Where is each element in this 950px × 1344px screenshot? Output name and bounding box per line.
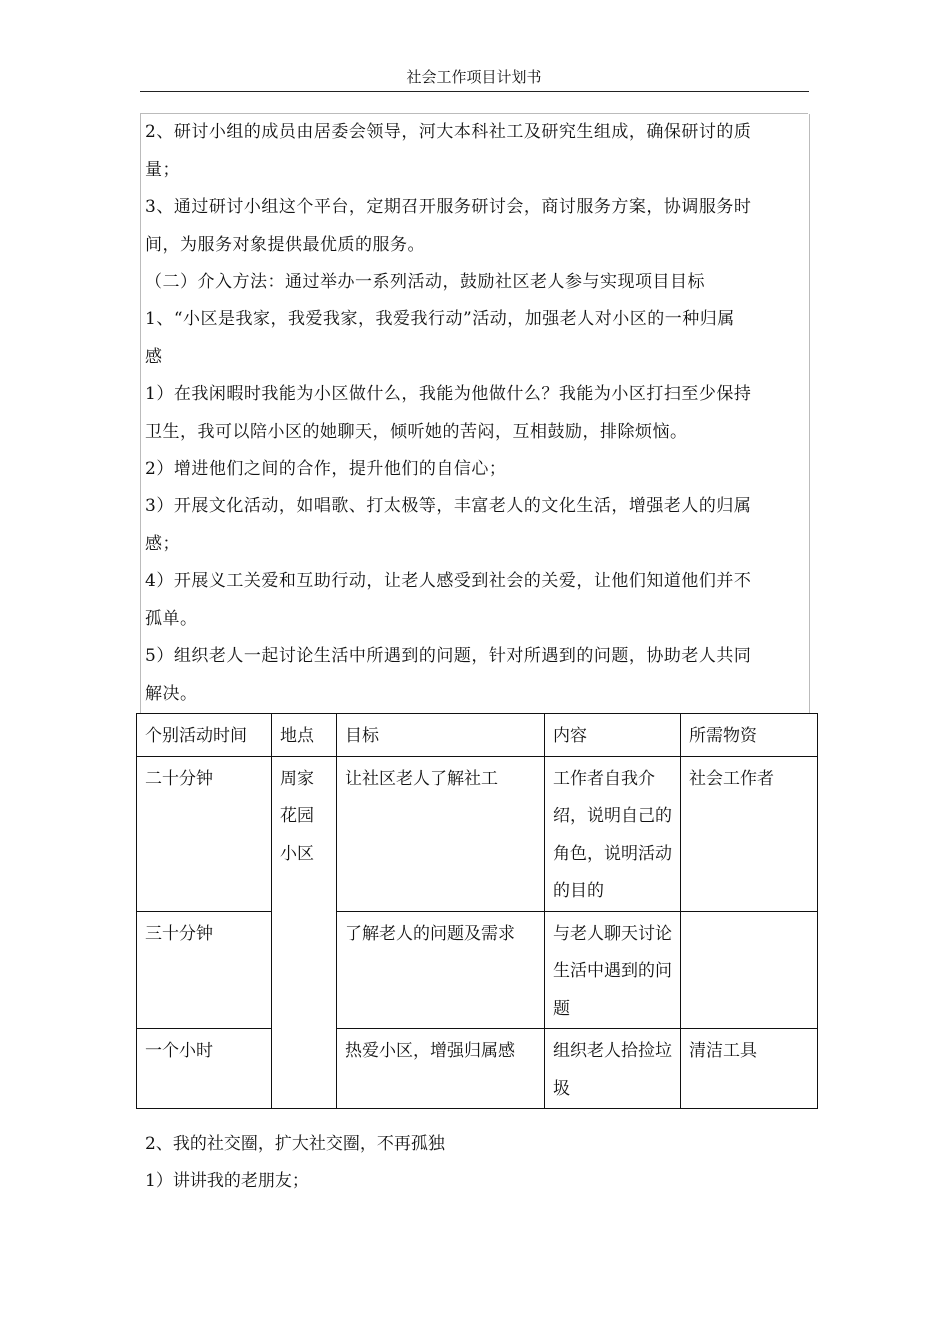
paragraph-line: 2）增进他们之间的合作，提升他们的自信心； xyxy=(145,459,507,479)
cell-content: 组织老人拾捡垃圾 xyxy=(545,1029,681,1109)
paragraph-line: 感； xyxy=(145,534,180,554)
table-header-row xyxy=(137,714,818,757)
cell-materials: 清洁工具 xyxy=(681,1029,818,1109)
cell-time: 三十分钟 xyxy=(137,911,272,1029)
cell-goal: 了解老人的问题及需求 xyxy=(337,911,545,1029)
cell-time: 一个小时 xyxy=(137,1029,272,1109)
header-cell-goal: 目标 xyxy=(337,714,545,757)
section-heading: （二）介入方法：通过举办一系列活动，鼓励社区老人参与实现项目目标 xyxy=(145,272,705,292)
cell-materials xyxy=(681,911,818,1029)
header-cell-materials: 所需物资 xyxy=(681,714,818,757)
paragraph-line: 1）在我闲暇时我能为小区做什么，我能为他做什么？我能为小区打扫至少保持 xyxy=(145,384,752,404)
after-table-line: 1）讲讲我的老朋友； xyxy=(145,1171,309,1191)
table-row xyxy=(137,911,818,1029)
paragraph-line: 3）开展文化活动，如唱歌、打太极等，丰富老人的文化生活，增强老人的归属 xyxy=(145,496,752,516)
cell-goal: 热爱小区，增强归属感 xyxy=(337,1029,545,1109)
paragraph-line: 3、通过研讨小组这个平台，定期召开服务研讨会，商讨服务方案，协调服务时 xyxy=(145,197,752,217)
cell-goal: 让社区老人了解社工 xyxy=(337,756,545,911)
cell-content: 与老人聊天讨论生活中遇到的问题 xyxy=(545,911,681,1029)
page-header-title: 社会工作项目计划书 xyxy=(406,68,542,86)
paragraph-line: 量； xyxy=(145,160,180,180)
header-cell-time: 个别活动时间 xyxy=(137,714,272,757)
paragraph-line: 间，为服务对象提供最优质的服务。 xyxy=(145,235,425,255)
cell-location: 周家花园小区 xyxy=(272,756,337,1109)
paragraph-line: 卫生，我可以陪小区的她聊天，倾听她的苦闷，互相鼓励，排除烦恼。 xyxy=(145,422,688,442)
paragraph-line: 2、研讨小组的成员由居委会领导，河大本科社工及研究生组成，确保研讨的质 xyxy=(145,122,752,142)
cell-time: 二十分钟 xyxy=(137,756,272,911)
paragraph-line: 孤单。 xyxy=(145,609,198,629)
paragraph-line: 5）组织老人一起讨论生活中所遇到的问题，针对所遇到的问题，协助老人共同 xyxy=(145,646,752,666)
cell-content: 工作者自我介绍，说明自己的角色，说明活动的目的 xyxy=(545,756,681,911)
header-rule xyxy=(140,91,809,92)
paragraph-line: 感 xyxy=(145,347,163,367)
header-cell-location: 地点 xyxy=(272,714,337,757)
table-row xyxy=(137,1029,818,1109)
paragraph-line: 4）开展义工关爱和互助行动，让老人感受到社会的关爱，让他们知道他们并不 xyxy=(145,571,752,591)
header-cell-content: 内容 xyxy=(545,714,681,757)
cell-materials: 社会工作者 xyxy=(681,756,818,911)
paragraph-line: 解决。 xyxy=(145,684,198,704)
table-row xyxy=(137,756,818,911)
activity-plan-table xyxy=(136,713,818,1109)
paragraph-line: 1、“小区是我家，我爱我家，我爱我行动”活动，加强老人对小区的一种归属 xyxy=(145,309,735,329)
after-table-line: 2、我的社交圈，扩大社交圈，不再孤独 xyxy=(145,1134,445,1154)
